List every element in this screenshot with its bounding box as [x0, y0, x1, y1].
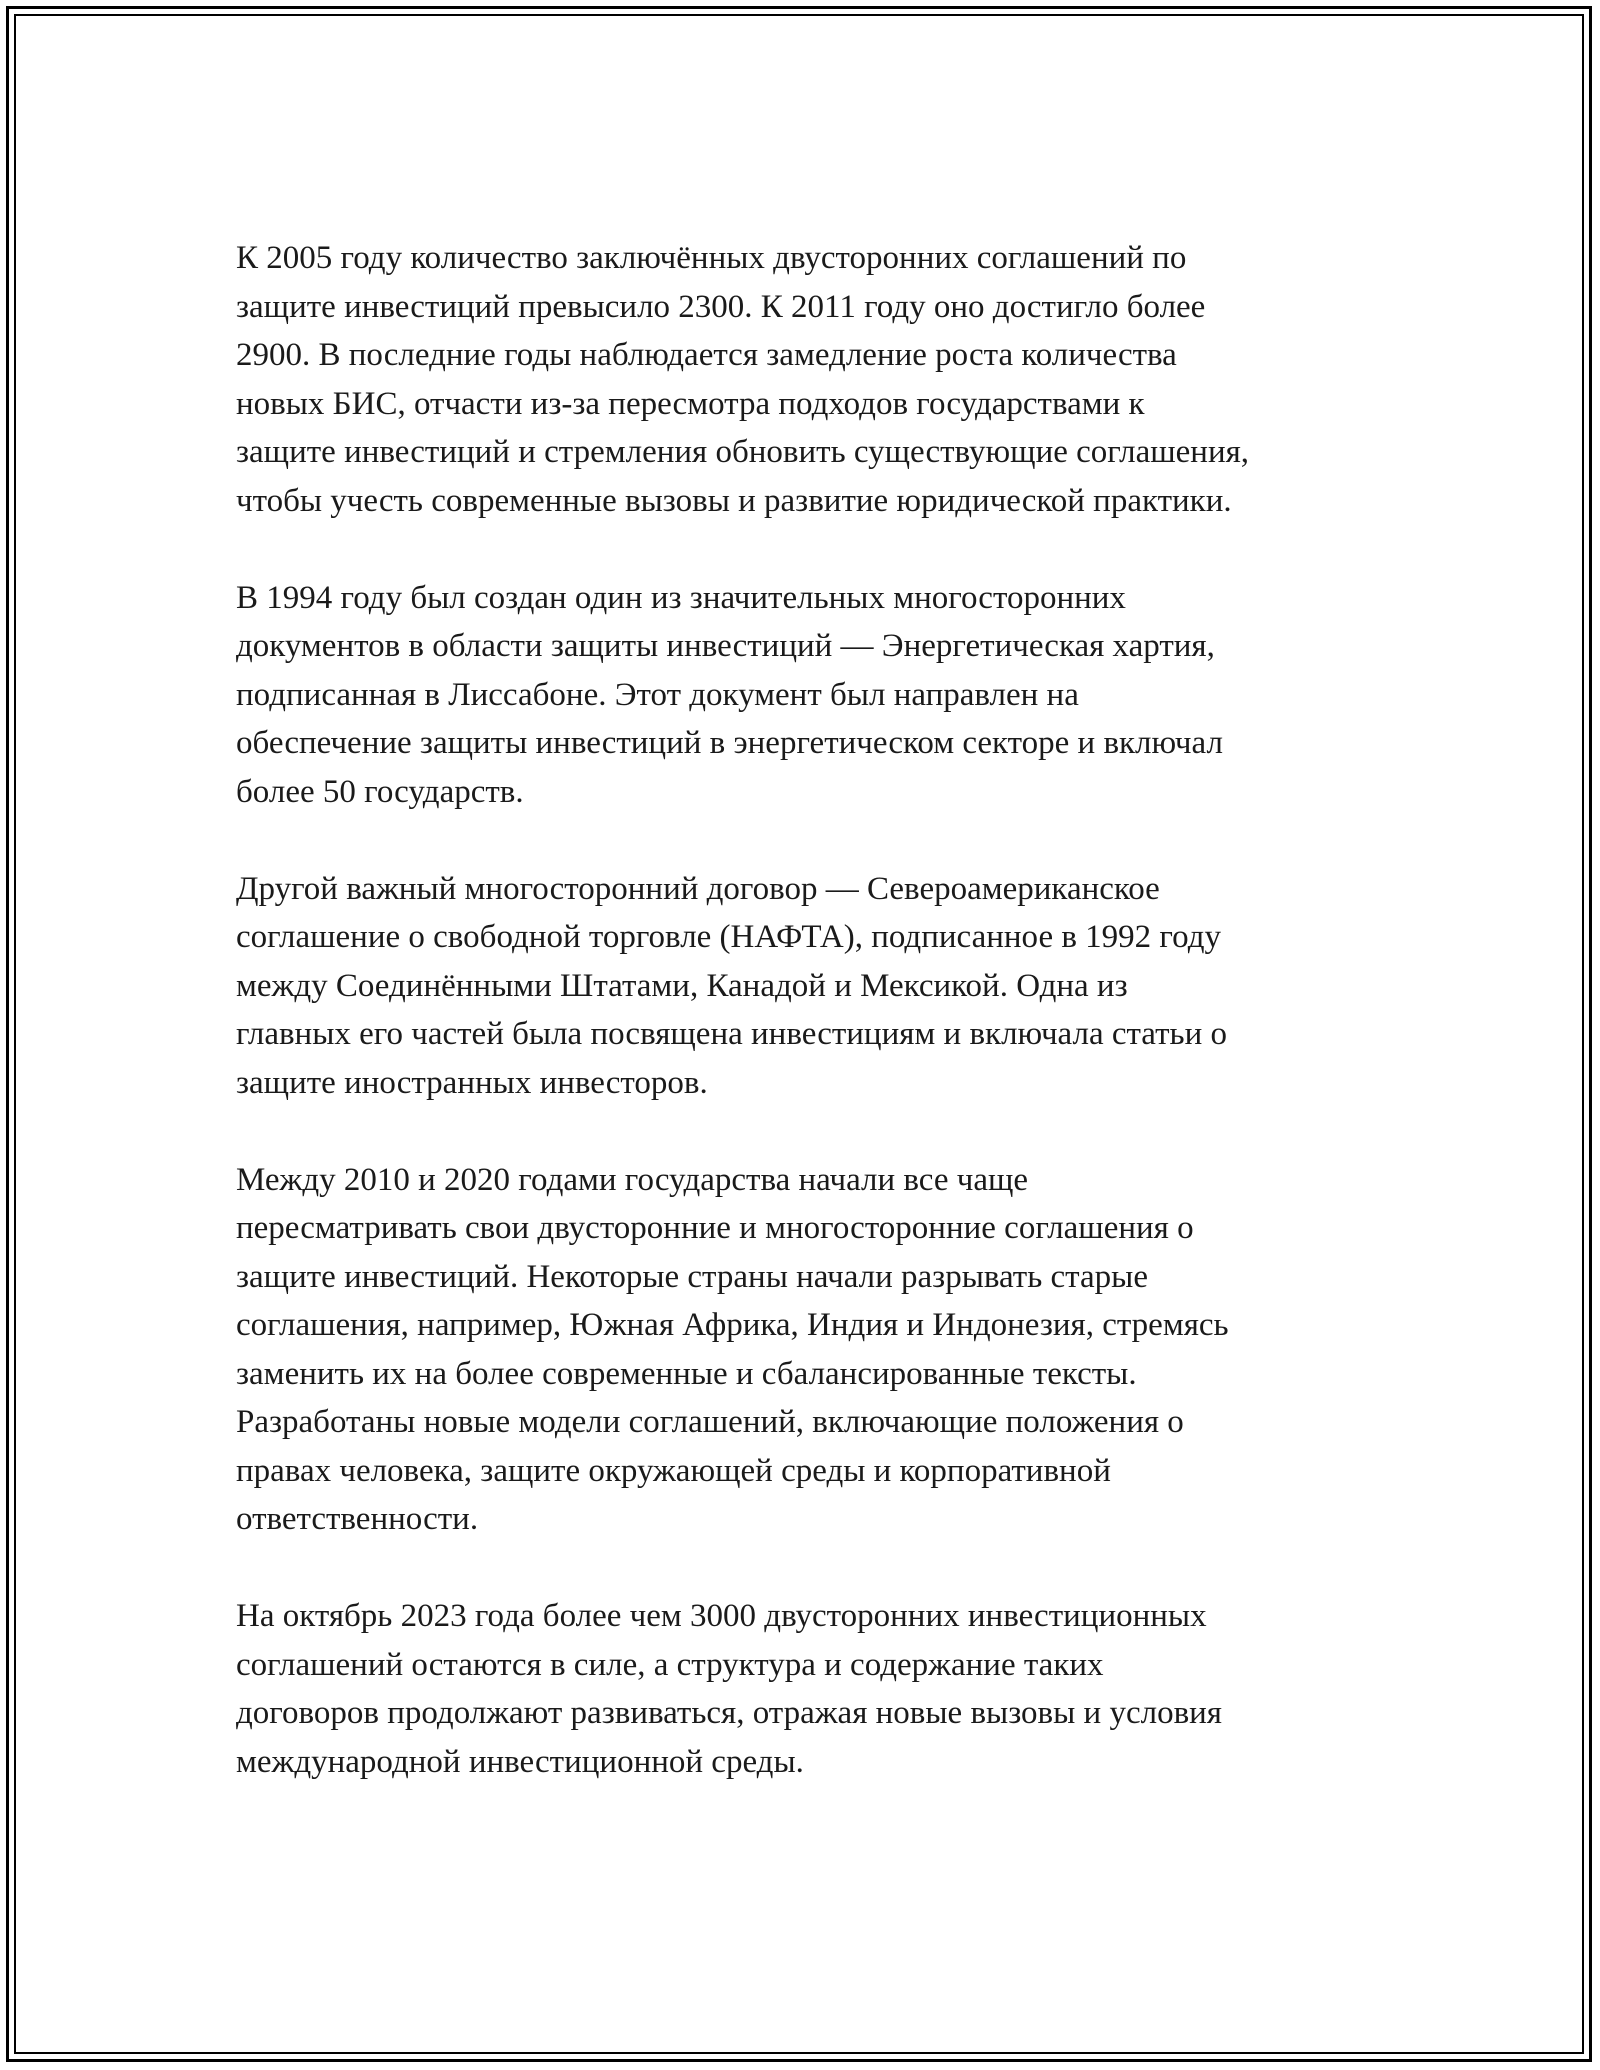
paragraph-revision-2010-2020 — [236, 1156, 1386, 1544]
text-line: Другой важный многосторонний договор — Североамериканское — [236, 870, 1160, 907]
text-line: ответственности. — [236, 1501, 479, 1537]
text-line: новых БИС, отчасти из-за пересмотра подходов государствами к — [236, 385, 1145, 422]
text-line: подписанная в Лиссабоне. Этот документ был направлен на — [236, 676, 1079, 713]
text-line: 2900. В последние годы наблюдается замедление роста количества — [236, 337, 1177, 373]
text-line: На октябрь 2023 года более чем 3000 двусторонних инвестиционных — [236, 1598, 1207, 1634]
text-line: защите инвестиций. Некоторые страны начали разрывать старые — [236, 1258, 1148, 1295]
text-line: главных его частей была посвящена инвестициям и включала статьи о — [236, 1016, 1227, 1052]
paragraph-energy-charter — [236, 574, 1386, 817]
paragraph-october-2023 — [236, 1592, 1386, 1786]
text-line: защите инвестиций превысило 2300. К 2011 году оно достигло более — [236, 288, 1206, 325]
text-line: чтобы учесть современные вызовы и развитие юридической практики. — [236, 482, 1232, 519]
paragraph-bit-count — [236, 234, 1386, 525]
text-line: соглашение о свободной торговле (НАФТА), подписанное в 1992 году — [236, 919, 1221, 955]
text-line: пересматривать свои двусторонние и многосторонние соглашения о — [236, 1210, 1194, 1246]
text-line: Разработаны новые модели соглашений, включающие положения о — [236, 1404, 1184, 1440]
text-line: более 50 государств. — [236, 773, 524, 810]
text-line: заменить их на более современные и сбалансированные тексты. — [236, 1355, 1137, 1392]
text-line: В 1994 году был создан один из значительных многосторонних — [236, 579, 1126, 616]
text-line: документов в области защиты инвестиций — Энергетическая хартия, — [236, 628, 1215, 664]
text-line: соглашения, например, Южная Африка, Индия и Индонезия, стремясь — [236, 1307, 1229, 1343]
text-line: К 2005 году количество заключённых двусторонних соглашений по — [236, 240, 1187, 276]
text-line: международной инвестиционной среды. — [236, 1743, 804, 1780]
text-line: договоров продолжают развиваться, отражая новые вызовы и условия — [236, 1695, 1222, 1731]
text-line: защите инвестиций и стремления обновить существующие соглашения, — [236, 434, 1250, 470]
text-line: обеспечение защиты инвестиций в энергетическом секторе и включал — [236, 725, 1223, 761]
text-line: между Соединёнными Штатами, Канадой и Мексикой. Одна из — [236, 967, 1128, 1004]
text-line: Между 2010 и 2020 годами государства начали все чаще — [236, 1161, 1029, 1198]
text-line: правах человека, защите окружающей среды и корпоративной — [236, 1452, 1111, 1489]
paragraph-nafta — [236, 865, 1386, 1108]
text-line: соглашений остаются в силе, а структура и содержание таких — [236, 1646, 1104, 1683]
text-line: защите иностранных инвесторов. — [236, 1064, 708, 1101]
document-body — [236, 234, 1386, 1786]
